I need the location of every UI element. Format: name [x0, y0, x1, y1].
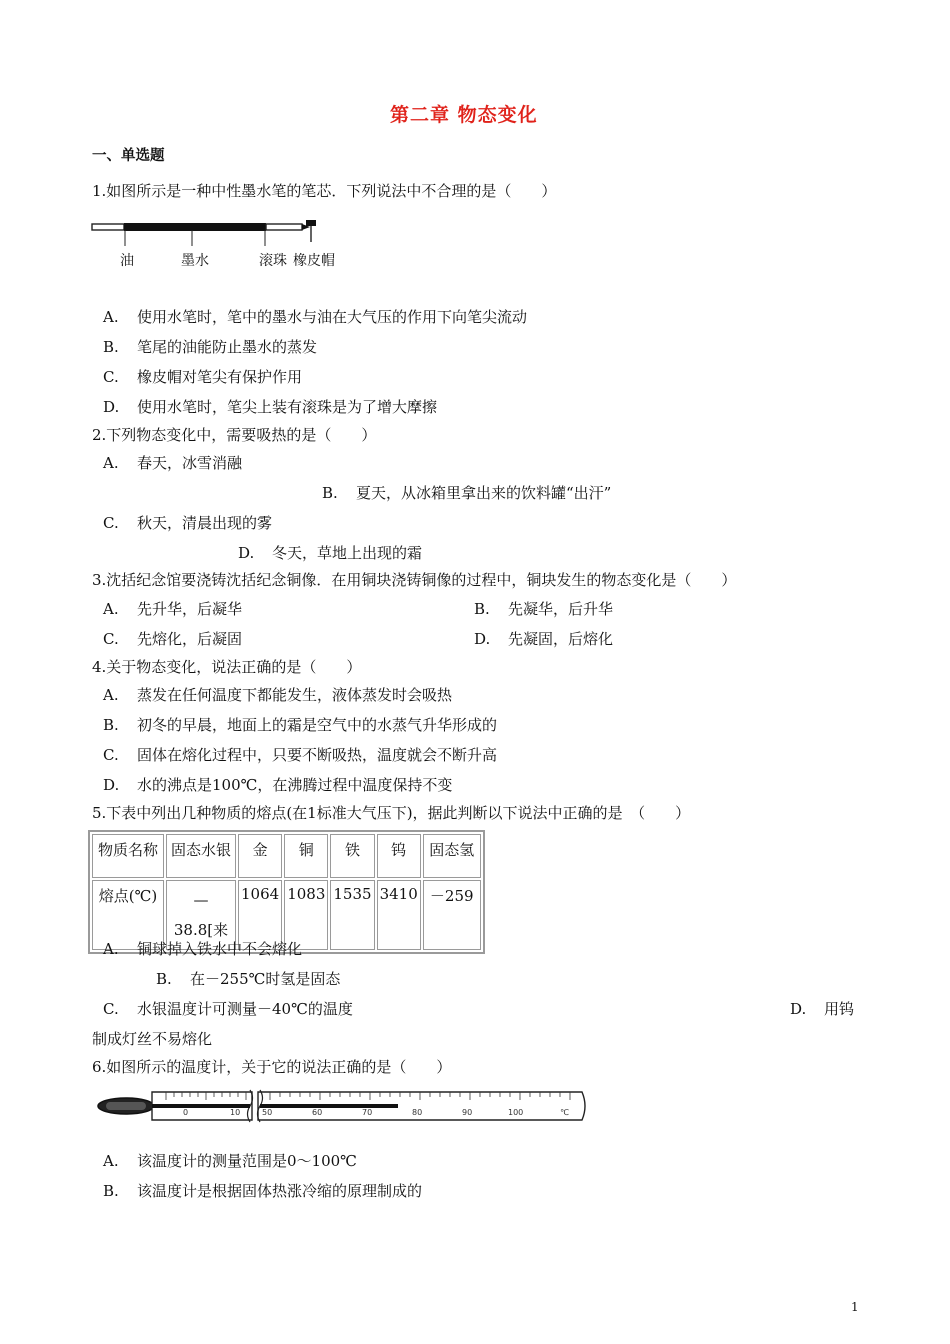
table-row-label: 熔点(℃) — [92, 880, 164, 950]
question-5-option-a: A. 铜球掉入铁水中不会熔化 — [103, 940, 303, 958]
question-4-stem: 4.关于物态变化，说法正确的是（ ） — [92, 658, 362, 676]
thermometer-figure — [94, 1088, 594, 1124]
table-header-cell: 铁 — [330, 834, 374, 878]
question-4-option-d: D. 水的沸点是100℃，在沸腾过程中温度保持不变 — [103, 776, 453, 794]
table-header-cell: 物质名称 — [92, 834, 164, 878]
question-2-option-c: C. 秋天，清晨出现的雾 — [103, 514, 273, 532]
question-5-option-b: B. 在－255℃时氢是固态 — [156, 970, 341, 988]
scale-label: 60 — [312, 1108, 323, 1117]
table-cell: 1535 — [330, 880, 374, 950]
scale-label: 90 — [462, 1108, 473, 1117]
table-cell-mercury: — 38.8[来 — [166, 880, 236, 950]
question-6-option-b: B. 该温度计是根据固体热涨冷缩的原理制成的 — [103, 1182, 423, 1200]
question-1-option-c: C. 橡皮帽对笔尖有保护作用 — [103, 368, 303, 386]
question-1-option-d: D. 使用水笔时，笔尖上装有滚珠是为了增大摩擦 — [103, 398, 438, 416]
question-3-option-d: D. 先凝固，后熔化 — [474, 630, 614, 648]
question-1-option-b: B. 笔尾的油能防止墨水的蒸发 — [103, 338, 318, 356]
table-header-cell: 金 — [238, 834, 282, 878]
question-3-option-b: B. 先凝华，后升华 — [474, 600, 614, 618]
page-number: 1 — [851, 1300, 859, 1314]
figure-label-ball: 滚珠 — [259, 253, 287, 269]
scale-label: 80 — [412, 1108, 423, 1117]
table-cell: 1083 — [284, 880, 328, 950]
figure-label-oil: 油 — [120, 253, 134, 269]
question-5-option-d: D. 用钨 — [790, 1000, 855, 1018]
scale-label: 10 — [230, 1108, 241, 1117]
question-3-stem: 3.沈括纪念馆要浇铸沈括纪念铜像．在用铜块浇铸铜像的过程中，铜块发生的物态变化是（ ） — [92, 571, 737, 589]
question-1-stem: 1.如图所示是一种中性墨水笔的笔芯．下列说法中不合理的是（ ） — [92, 182, 557, 200]
table-header-cell: 固态氢 — [423, 834, 481, 878]
table-header-cell: 固态水银 — [166, 834, 236, 878]
question-2-option-d: D. 冬天，草地上出现的霜 — [238, 544, 423, 562]
table-header-cell: 铜 — [284, 834, 328, 878]
scale-label: 70 — [362, 1108, 373, 1117]
table-cell: 1064 — [238, 880, 282, 950]
question-2-option-b: B. 夏天，从冰箱里拿出来的饮料罐“出汗” — [322, 484, 612, 502]
table-header-row — [92, 834, 481, 878]
question-3-option-a: A. 先升华，后凝华 — [103, 600, 243, 618]
scale-label: 50 — [262, 1108, 273, 1117]
figure-label-cap: 橡皮帽 — [293, 253, 335, 269]
question-4-option-a: A. 蒸发在任何温度下都能发生，液体蒸发时会吸热 — [103, 686, 453, 704]
question-5-option-c: C. 水银温度计可测量－40℃的温度 — [103, 1000, 353, 1018]
question-1-option-a: A. 使用水笔时，笔中的墨水与油在大气压的作用下向笔尖流动 — [103, 308, 528, 326]
page-title: 第二章 物态变化 — [390, 104, 538, 126]
question-5-stem: 5.下表中列出几种物质的熔点(在1标准大气压下)，据此判断以下说法中正确的是 （ ） — [92, 804, 691, 822]
scale-label: 100 — [508, 1108, 524, 1117]
figure-label-ink: 墨水 — [181, 253, 209, 269]
table-cell: －259 — [423, 880, 481, 950]
question-4-option-b: B. 初冬的早晨，地面上的霜是空气中的水蒸气升华形成的 — [103, 716, 498, 734]
question-3-option-c: C. 先熔化，后凝固 — [103, 630, 243, 648]
question-2-option-a: A. 春天，冰雪消融 — [103, 454, 243, 472]
question-4-option-c: C. 固体在熔化过程中，只要不断吸热，温度就会不断升高 — [103, 746, 498, 764]
melting-point-table — [88, 830, 485, 954]
table-header-cell: 钨 — [377, 834, 421, 878]
question-6-stem: 6.如图所示的温度计，关于它的说法正确的是（ ） — [92, 1058, 452, 1076]
section-heading: 一、单选题 — [92, 148, 165, 164]
question-2-stem: 2.下列物态变化中，需要吸热的是（ ） — [92, 426, 377, 444]
question-6-option-a: A. 该温度计的测量范围是0～100℃ — [103, 1152, 357, 1170]
scale-label: ℃ — [560, 1108, 569, 1117]
table-cell: 3410 — [377, 880, 421, 950]
question-5-option-d-continuation: 制成灯丝不易熔化 — [92, 1030, 213, 1048]
scale-label: 0 — [183, 1108, 189, 1117]
